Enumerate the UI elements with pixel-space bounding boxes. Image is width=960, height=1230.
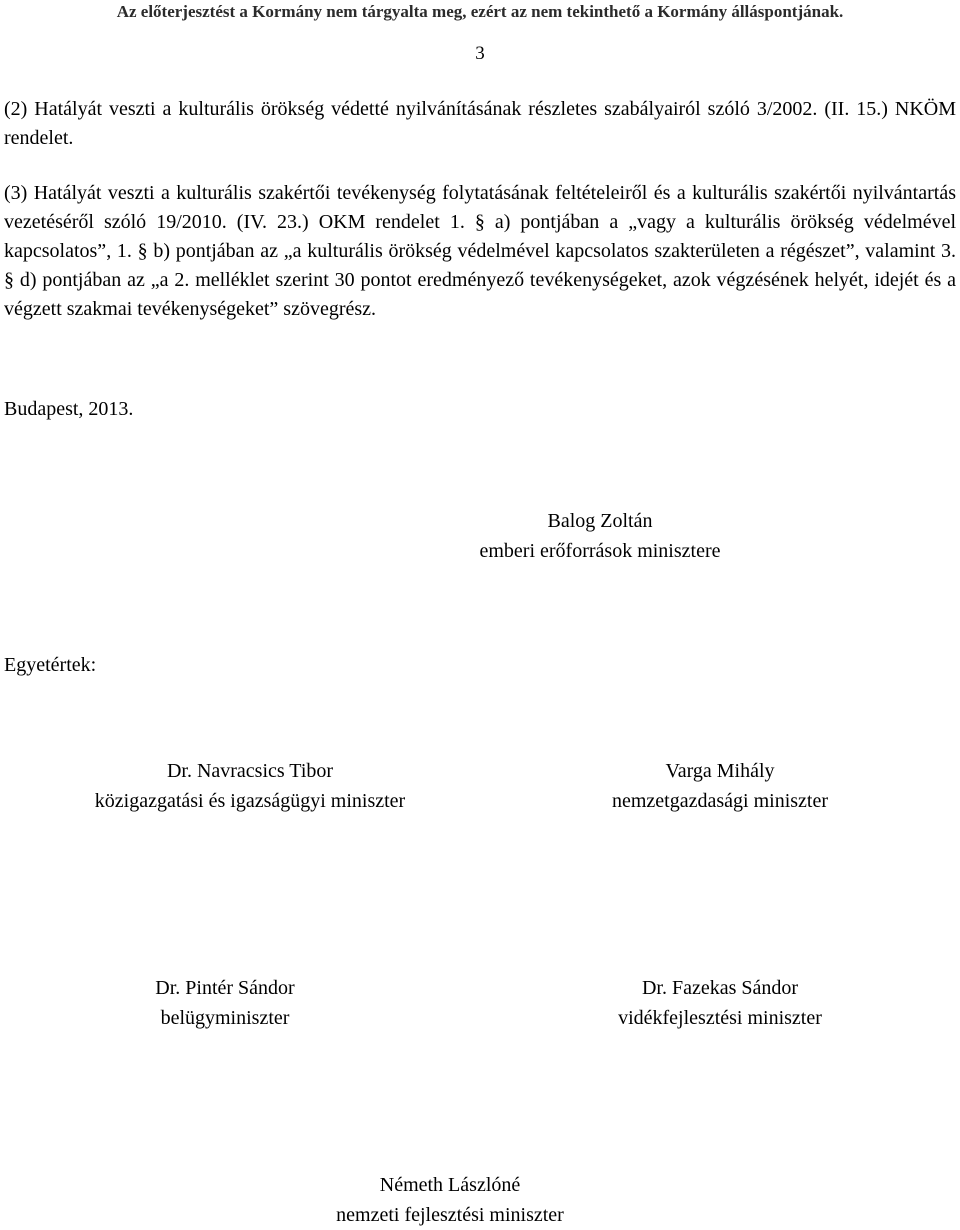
- cosignatory-block: [40, 756, 460, 816]
- cosignatory-title: közigazgatási és igazságügyi miniszter: [94, 790, 406, 812]
- signatory-title: emberi erőforrások minisztere: [479, 540, 721, 562]
- cosignatory-name: Dr. Pintér Sándor: [155, 977, 295, 999]
- cosignatory-title: belügyminiszter: [160, 1007, 290, 1029]
- cosignatory-title: vidékfejlesztési miniszter: [618, 1007, 822, 1029]
- agreement-label: Egyetértek:: [4, 654, 97, 676]
- cosignatory-name: Dr. Navracsics Tibor: [166, 760, 334, 782]
- cosignatory-title: nemzeti fejlesztési miniszter: [336, 1204, 564, 1226]
- cosignatory-block: [240, 1170, 660, 1230]
- place-date: Budapest, 2013.: [4, 398, 134, 420]
- signatory-name: Balog Zoltán: [547, 510, 653, 532]
- cosignatory-name: Dr. Fazekas Sándor: [641, 977, 799, 999]
- cosignatory-name: Németh Lászlóné: [379, 1174, 521, 1196]
- page-number: 3: [475, 43, 485, 64]
- paragraph-3: (3) Hatályát veszti a kulturális szakértői tevékenység folytatásának feltételeiről és a kulturális szakértői nyilvántartás vezetéséről szóló 19/2010. (IV. 23.) OKM rendelet 1. § a) pontjában a „vagy a kulturális örökség védelmével kapcsolatos”, 1. § b) pontjában az „a kulturális örökség védelmével kapcsolatos szakterületen a régészet”, valamint 3. § d) pontjában az „a 2. melléklet szerint 30 pontot eredményező tevékenységeket, azok végzésének helyét, idejét és a végzett szakmai tevékenységeket” szövegrész.: [4, 182, 956, 320]
- paragraph-2: (2) Hatályát veszti a kulturális örökség védetté nyilvánításának részletes szabályairól szóló 3/2002. (II. 15.) NKÖM rendelet.: [4, 98, 956, 149]
- header-disclaimer: Az előterjesztést a Kormány nem tárgyalta meg, ezért az nem tekinthető a Kormány álláspontjának.: [116, 2, 844, 21]
- cosignatory-block: [530, 973, 910, 1033]
- main-signature-block: [380, 506, 820, 566]
- cosignatory-block: [510, 756, 930, 816]
- cosignatory-block: [40, 973, 410, 1033]
- cosignatory-title: nemzetgazdasági miniszter: [611, 790, 828, 812]
- cosignatory-name: Varga Mihály: [665, 760, 775, 782]
